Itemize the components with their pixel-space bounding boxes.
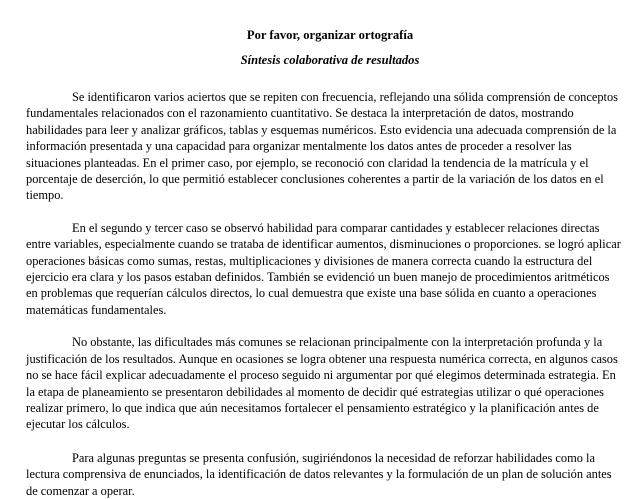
paragraph-aciertos: Se identificaron varios aciertos que se repiten con frecuencia, reflejando una sólida comprensión de conceptos fundamentales relacionados con el razonamiento cuantitativo. Se destaca la interpretación de datos, mostrando habilidades para leer y analizar gráficos, tablas y esquemas numéricos. Esto evidencia una adecuada comprensión de la información presentada y una capacidad para organizar mentalmente los datos antes de proceder a resolver las situaciones planteadas. En el primer caso, por ejemplo, se reconoció con claridad la tendencia de la matrícula y el porcentaje de deserción, lo que permitió establecer conclusiones coherentes a partir de la variación de los datos en el tiempo. — [26, 90, 619, 203]
document-subtitle: Síntesis colaborativa de resultados — [240, 53, 420, 67]
paragraph-dificultades: No obstante, las dificultades más comunes se relacionan principalmente con la interpretación profunda y la justificación de los resultados. Aunque en ocasiones se logra obtener una respuesta numérica correcta, en algunos casos no se hace fácil explicar adecuadamente el proceso seguido ni argumentar por qué elegimos determinada estrategia. En la etapa de planeamiento se presentaron debilidades al momento de decidir qué estrategias utilizar o qué operaciones realizar primero, lo que indica que aún necesitamos fortalecer el pensamiento estratégico y la planificación antes de ejecutar los cálculos. — [26, 335, 618, 432]
document-title: Por favor, organizar ortografía — [246, 28, 414, 42]
paragraph-confusion: Para algunas preguntas se presenta confusión, sugiriéndonos la necesidad de reforzar habilidades como la lectura comprensiva de enunciados, la identificación de datos relevantes y la formulación de un plan de solución antes de comenzar a operar. — [26, 450, 612, 498]
paragraph-comparacion: En el segundo y tercer caso se observó habilidad para comparar cantidades y establecer relaciones directas entre variables, especialmente cuando se trataba de identificar aumentos, disminuciones o proporciones. se logró aplicar operaciones básicas como sumas, restas, multiplicaciones y divisiones de manera correcta cuando la estructura del ejercicio era clara y los pasos estaban definidos. También se evidenció un buen manejo de procedimientos aritméticos en problemas que requerían cálculos directos, lo cual demuestra que existe una base sólida en cuanto a operaciones matemáticas fundamentales. — [26, 220, 621, 317]
